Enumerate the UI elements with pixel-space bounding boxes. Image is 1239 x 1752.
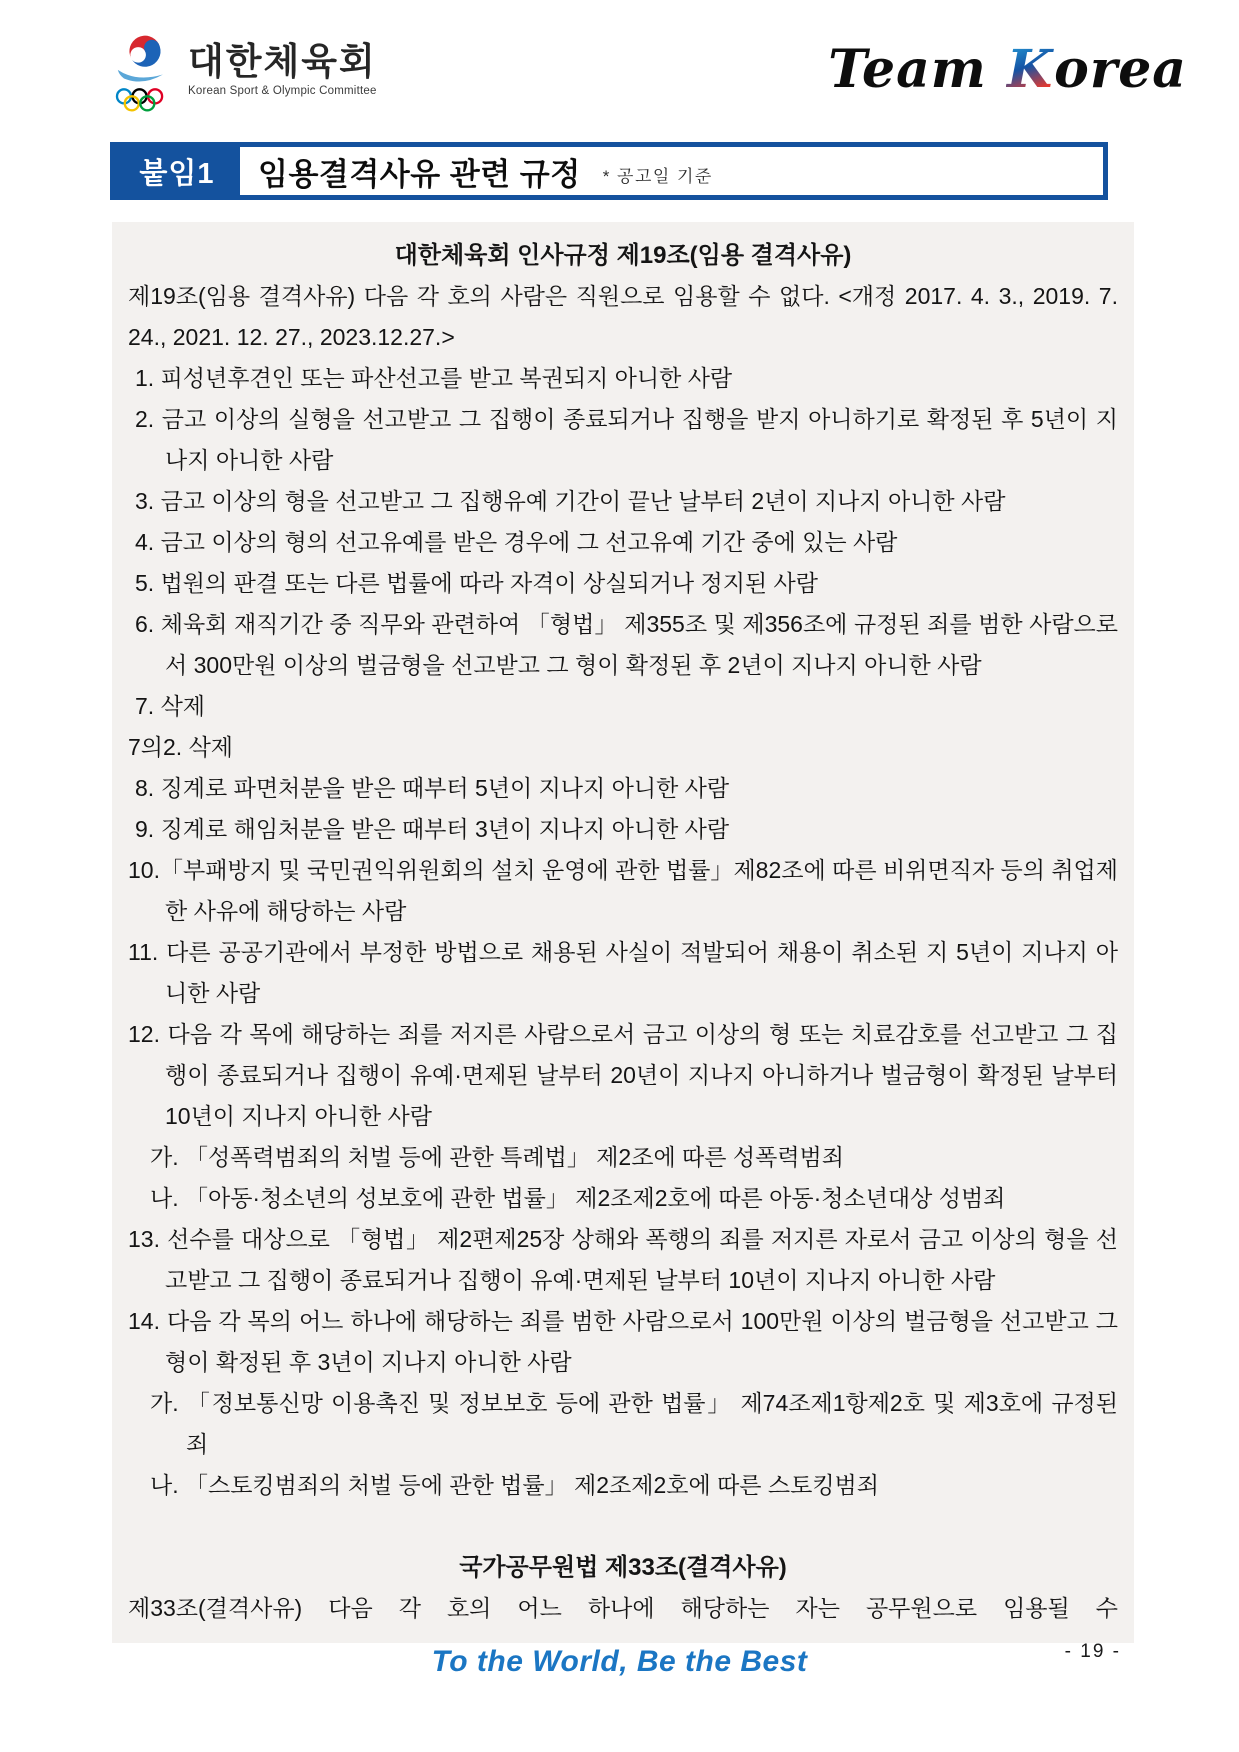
list-item: 6. 체육회 재직기간 중 직무와 관련하여 「형법」 제355조 및 제356조에 규정된 죄를 범한 사람으로서 300만원 이상의 벌금형을 선고받고 그 형이 확정된 후 2년이 지나지 아니한 사람 [135, 611, 1118, 678]
list-subitem: 나. 「아동·청소년의 성보호에 관한 법률」 제2조제2호에 따른 아동·청소년대상 성범죄 [150, 1185, 1006, 1211]
org-title: 대한체육회 [188, 41, 377, 82]
footer-slogan: To the World, Be the Best [431, 1645, 808, 1678]
list-item: 7. 삭제 [135, 693, 206, 719]
section-intro: 제19조(임용 결격사유) 다음 각 호의 사람은 직원으로 임용할 수 없다. <개정 2017. 4. 3., 2019. 7. 24., 2021. 12. 27., 2023.12.27.> [128, 283, 1118, 350]
section-intro: 제33조(결격사유) 다음 각 호의 어느 하나에 해당하는 자는 공무원으로 임용될 수 [128, 1595, 1118, 1621]
taegeuk-olympic-rings-icon [110, 28, 180, 118]
attachment-banner [110, 142, 1108, 200]
team-korea-word-team: Team [828, 39, 987, 100]
list-item: 4. 금고 이상의 형의 선고유예를 받은 경우에 그 선고유예 기간 중에 있는 사람 [135, 529, 898, 555]
section-title-personnel-rule: 대한체육회 인사규정 제19조(임용 결격사유) [394, 242, 852, 269]
list-item: 5. 법원의 판결 또는 다른 법률에 따라 자격이 상실되거나 정지된 사람 [135, 570, 818, 596]
list-item: 13. 선수를 대상으로 「형법」 제2편제25장 상해와 폭행의 죄를 저지른 자로서 금고 이상의 형을 선고받고 그 집행이 종료되거나 집행이 유예·면제된 날부터 10년이 지나지 아니한 사람 [128, 1226, 1118, 1293]
org-logo [110, 28, 377, 118]
list-item: 7의2. 삭제 [128, 734, 234, 760]
list-subitem: 가. 「정보통신망 이용촉진 및 정보보호 등에 관한 법률」 제74조제1항제2호 및 제3호에 규정된 죄 [150, 1390, 1118, 1457]
org-subtitle: Korean Sport & Olympic Committee [188, 85, 377, 97]
list-subitem: 가. 「성폭력범죄의 처벌 등에 관한 특례법」 제2조에 따른 성폭력범죄 [150, 1144, 844, 1170]
list-item: 12. 다음 각 목에 해당하는 죄를 저지른 사람으로서 금고 이상의 형 또는 치료감호를 선고받고 그 집행이 종료되거나 집행이 유예·면제된 날부터 20년이 지나지 아니하거나 벌금형이 확정된 날부터 10년이 지나지 아니한 사람 [128, 1021, 1118, 1129]
page-number: - 19 - [1064, 1641, 1121, 1662]
team-korea-letter-k: K [1006, 39, 1054, 100]
list-item: 10.「부패방지 및 국민권익위원회의 설치 운영에 관한 법률」제82조에 따른 비위면직자 등의 취업제한 사유에 해당하는 사람 [128, 857, 1118, 924]
team-korea-word-orea: orea [1054, 39, 1187, 100]
attachment-badge: 붙임1 [114, 147, 240, 195]
regulation-body-panel [112, 222, 1134, 1643]
section-title-civil-service-act: 국가공무원법 제33조(결격사유) [459, 1554, 787, 1581]
list-item: 2. 금고 이상의 실형을 선고받고 그 집행이 종료되거나 집행을 받지 아니하기로 확정된 후 5년이 지나지 아니한 사람 [135, 406, 1118, 473]
list-item: 11. 다른 공공기관에서 부정한 방법으로 채용된 사실이 적발되어 채용이 취소된 지 5년이 지나지 아니한 사람 [128, 939, 1118, 1006]
org-logo-text [188, 28, 377, 97]
team-korea-logo [828, 40, 1187, 100]
list-item: 8. 징계로 파면처분을 받은 때부터 5년이 지나지 아니한 사람 [135, 775, 730, 801]
list-item: 1. 피성년후견인 또는 파산선고를 받고 복권되지 아니한 사람 [135, 365, 733, 391]
list-item: 9. 징계로 해임처분을 받은 때부터 3년이 지나지 아니한 사람 [135, 816, 730, 842]
banner-note: * 공고일 기준 [602, 166, 713, 186]
list-item: 14. 다음 각 목의 어느 하나에 해당하는 죄를 범한 사람으로서 100만원 이상의 벌금형을 선고받고 그 형이 확정된 후 3년이 지나지 아니한 사람 [128, 1308, 1118, 1375]
list-subitem: 나. 「스토킹범죄의 처벌 등에 관한 법률」 제2조제2호에 따른 스토킹범죄 [150, 1472, 879, 1498]
banner-title: 임용결격사유 관련 규정 [258, 156, 581, 192]
list-item: 3. 금고 이상의 형을 선고받고 그 집행유예 기간이 끝난 날부터 2년이 지나지 아니한 사람 [135, 488, 1006, 514]
